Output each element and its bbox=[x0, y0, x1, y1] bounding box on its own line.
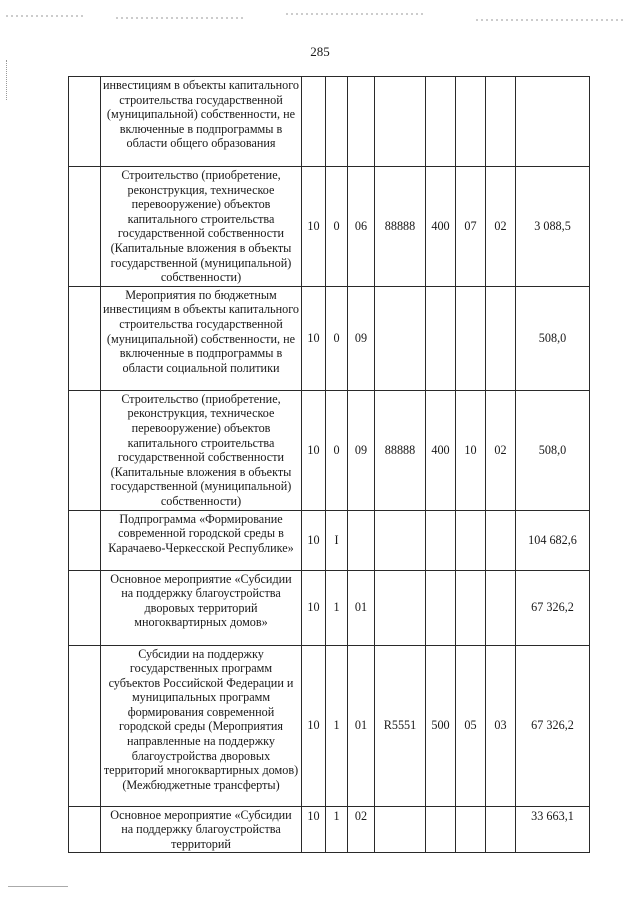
row-code-cell bbox=[456, 510, 486, 570]
row-code-cell: 09 bbox=[348, 390, 375, 510]
row-name-cell: Строительство (приобретение, реконструкция, техническое перевооружение) объектов капитального строительства государственной собственности (Капитальные вложения в объекты государственной (муниципальной) собственности) bbox=[101, 390, 302, 510]
budget-table-body bbox=[69, 77, 590, 853]
table-row bbox=[69, 645, 590, 806]
row-code-cell: 0 bbox=[326, 167, 348, 287]
row-blank-cell bbox=[69, 510, 101, 570]
row-code-cell: 01 bbox=[348, 645, 375, 806]
row-code-cell: 1 bbox=[326, 570, 348, 645]
table-row bbox=[69, 77, 590, 167]
row-blank-cell bbox=[69, 167, 101, 287]
row-code-cell: 02 bbox=[486, 167, 516, 287]
row-code-cell bbox=[486, 77, 516, 167]
row-code-cell: 02 bbox=[348, 806, 375, 853]
row-code-cell: 1 bbox=[326, 806, 348, 853]
row-blank-cell bbox=[69, 570, 101, 645]
row-code-cell bbox=[375, 806, 426, 853]
row-code-cell bbox=[375, 510, 426, 570]
row-code-cell: 05 bbox=[456, 645, 486, 806]
row-code-cell: R5551 bbox=[375, 645, 426, 806]
row-code-cell: 0 bbox=[326, 286, 348, 390]
row-code-cell: 07 bbox=[456, 167, 486, 287]
budget-table bbox=[68, 76, 590, 853]
row-code-cell: 400 bbox=[426, 167, 456, 287]
row-name-cell: Строительство (приобретение, реконструкция, техническое перевооружение) объектов капитального строительства государственной собственности (Капитальные вложения в объекты государственной (муниципальной) собственности) bbox=[101, 167, 302, 287]
row-blank-cell bbox=[69, 645, 101, 806]
scan-artifact-left bbox=[6, 60, 9, 100]
row-sum-cell: 3 088,5 bbox=[516, 167, 590, 287]
page-number: 285 bbox=[310, 44, 330, 59]
row-blank-cell bbox=[69, 286, 101, 390]
row-code-cell: 06 bbox=[348, 167, 375, 287]
row-code-cell bbox=[375, 286, 426, 390]
row-code-cell: I bbox=[326, 510, 348, 570]
row-sum-cell: 508,0 bbox=[516, 286, 590, 390]
row-code-cell bbox=[456, 806, 486, 853]
row-code-cell bbox=[486, 806, 516, 853]
row-sum-cell: 67 326,2 bbox=[516, 645, 590, 806]
row-sum-cell bbox=[516, 77, 590, 167]
row-code-cell: 88888 bbox=[375, 167, 426, 287]
row-name-cell: Подпрограмма «Формирование современной городской среды в Карачаево-Черкесской Республике» bbox=[101, 510, 302, 570]
row-code-cell bbox=[486, 286, 516, 390]
row-code-cell bbox=[348, 77, 375, 167]
row-code-cell: 09 bbox=[348, 286, 375, 390]
row-code-cell bbox=[326, 77, 348, 167]
row-sum-cell: 508,0 bbox=[516, 390, 590, 510]
row-code-cell bbox=[348, 510, 375, 570]
row-sum-cell: 67 326,2 bbox=[516, 570, 590, 645]
row-name-cell: Основное мероприятие «Субсидии на поддержку благоустройства дворовых территорий многоквартирных домов» bbox=[101, 570, 302, 645]
row-code-cell bbox=[426, 77, 456, 167]
row-name-cell: Основное мероприятие «Субсидии на поддержку благоустройства территорий bbox=[101, 806, 302, 853]
row-code-cell bbox=[456, 77, 486, 167]
row-code-cell: 02 bbox=[486, 390, 516, 510]
row-code-cell: 1 bbox=[326, 645, 348, 806]
table-row bbox=[69, 390, 590, 510]
row-blank-cell bbox=[69, 390, 101, 510]
row-name-cell: Субсидии на поддержку государственных программ субъектов Российской Федерации и муниципальных программ формирования современной городской среды (Мероприятия направленные на поддержку благоустройства дворовых территорий многоквартирных домов) (Межбюджетные трансферты) bbox=[101, 645, 302, 806]
row-code-cell bbox=[426, 286, 456, 390]
row-code-cell bbox=[302, 77, 326, 167]
scan-artifact-bottom bbox=[8, 886, 68, 887]
row-code-cell: 10 bbox=[302, 645, 326, 806]
row-code-cell: 10 bbox=[302, 570, 326, 645]
row-code-cell: 400 bbox=[426, 390, 456, 510]
row-code-cell bbox=[426, 806, 456, 853]
row-code-cell: 10 bbox=[302, 286, 326, 390]
row-sum-cell: 33 663,1 bbox=[516, 806, 590, 853]
scan-artifact-top bbox=[6, 8, 632, 22]
row-blank-cell bbox=[69, 77, 101, 167]
row-code-cell bbox=[426, 510, 456, 570]
row-code-cell: 10 bbox=[456, 390, 486, 510]
row-code-cell: 03 bbox=[486, 645, 516, 806]
table-row bbox=[69, 510, 590, 570]
row-code-cell bbox=[486, 570, 516, 645]
row-code-cell: 88888 bbox=[375, 390, 426, 510]
row-code-cell bbox=[375, 570, 426, 645]
table-row bbox=[69, 570, 590, 645]
row-code-cell: 10 bbox=[302, 390, 326, 510]
row-name-cell: инвестициям в объекты капитального строительства государственной (муниципальной) собственности, не включенные в подпрограммы в области общего образования bbox=[101, 77, 302, 167]
row-code-cell: 01 bbox=[348, 570, 375, 645]
table-row bbox=[69, 286, 590, 390]
row-code-cell: 10 bbox=[302, 167, 326, 287]
row-code-cell: 10 bbox=[302, 806, 326, 853]
row-sum-cell: 104 682,6 bbox=[516, 510, 590, 570]
table-row bbox=[69, 806, 590, 853]
row-code-cell bbox=[456, 286, 486, 390]
row-code-cell: 10 bbox=[302, 510, 326, 570]
row-code-cell bbox=[486, 510, 516, 570]
row-code-cell bbox=[375, 77, 426, 167]
row-blank-cell bbox=[69, 806, 101, 853]
table-row bbox=[69, 167, 590, 287]
row-code-cell bbox=[456, 570, 486, 645]
row-code-cell: 500 bbox=[426, 645, 456, 806]
row-name-cell: Мероприятия по бюджетным инвестициям в объекты капитального строительства государственной (муниципальной) собственности, не включенные в подпрограммы в области социальной политики bbox=[101, 286, 302, 390]
row-code-cell bbox=[426, 570, 456, 645]
row-code-cell: 0 bbox=[326, 390, 348, 510]
